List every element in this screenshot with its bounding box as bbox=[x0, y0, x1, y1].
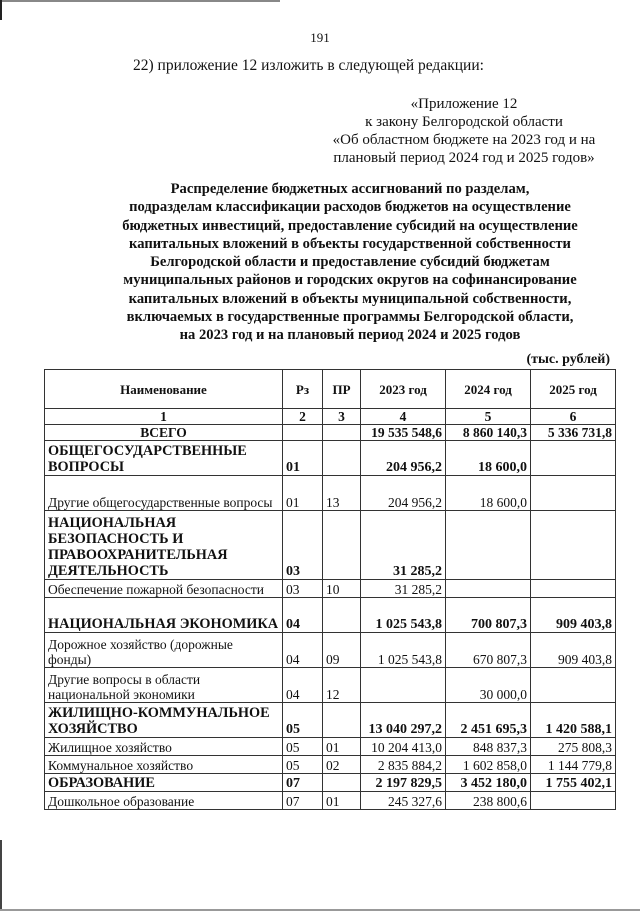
row-rz: 07 bbox=[283, 774, 323, 792]
column-number: 5 bbox=[446, 409, 531, 425]
row-pr bbox=[323, 511, 361, 580]
row-2023: 2 835 884,2 bbox=[361, 756, 446, 774]
page-number: 191 bbox=[310, 30, 330, 45]
section-row bbox=[45, 511, 616, 580]
row-pr bbox=[323, 441, 361, 476]
row-2024 bbox=[446, 511, 531, 580]
title-line: Белгородской области и предоставление субсидий бюджетам bbox=[150, 254, 550, 271]
row-rz: 05 bbox=[283, 756, 323, 774]
row-2023 bbox=[361, 668, 446, 703]
row-rz: 04 bbox=[283, 633, 323, 668]
subsection-row bbox=[45, 756, 616, 774]
header-2023: 2023 год bbox=[361, 370, 446, 409]
row-pr: 09 bbox=[323, 633, 361, 668]
scan-edge-left-lower bbox=[0, 840, 2, 911]
row-2023: 31 285,2 bbox=[361, 580, 446, 598]
amendment-intro: 22) приложение 12 изложить в следующей редакции: bbox=[133, 57, 484, 74]
row-rz: 03 bbox=[283, 580, 323, 598]
document-title bbox=[90, 180, 610, 345]
row-pr: 01 bbox=[323, 792, 361, 810]
row-2024: 848 837,3 bbox=[446, 738, 531, 756]
total-2025: 5 336 731,8 bbox=[531, 425, 616, 441]
total-rz bbox=[283, 425, 323, 441]
row-pr: 12 bbox=[323, 668, 361, 703]
row-pr: 13 bbox=[323, 476, 361, 511]
title-line: Распределение бюджетных ассигнований по разделам, bbox=[170, 181, 530, 197]
column-number: 3 bbox=[323, 409, 361, 425]
row-rz: 01 bbox=[283, 476, 323, 511]
row-2025: 1 144 779,8 bbox=[531, 756, 616, 774]
column-number: 2 bbox=[283, 409, 323, 425]
section-row bbox=[45, 598, 616, 633]
row-2023: 2 197 829,5 bbox=[361, 774, 446, 792]
units-label: (тыс. рублей) bbox=[526, 352, 610, 367]
row-2024: 670 807,3 bbox=[446, 633, 531, 668]
row-name: ОБРАЗОВАНИЕ bbox=[45, 774, 283, 792]
row-pr: 01 bbox=[323, 738, 361, 756]
section-row bbox=[45, 703, 616, 738]
row-2024: 18 600,0 bbox=[446, 441, 531, 476]
row-2025: 275 808,3 bbox=[531, 738, 616, 756]
title-line: включаемых в государственные программы Белгородской области, bbox=[126, 309, 574, 326]
header-rz: Рз bbox=[283, 370, 323, 409]
row-2024: 238 800,6 bbox=[446, 792, 531, 810]
row-name: Коммунальное хозяйство bbox=[45, 756, 283, 774]
total-2024: 8 860 140,3 bbox=[446, 425, 531, 441]
row-name: Дошкольное образование bbox=[45, 792, 283, 810]
row-rz: 05 bbox=[283, 738, 323, 756]
row-2025: 909 403,8 bbox=[531, 598, 616, 633]
row-2024: 2 451 695,3 bbox=[446, 703, 531, 738]
row-pr: 10 bbox=[323, 580, 361, 598]
row-pr: 02 bbox=[323, 756, 361, 774]
title-line: капитальных вложений в объекты государственной собственности bbox=[129, 235, 571, 252]
row-2025: 1 755 402,1 bbox=[531, 774, 616, 792]
row-name: Другие вопросы в области национальной экономики bbox=[45, 668, 283, 703]
subsection-row bbox=[45, 792, 616, 810]
row-2024: 700 807,3 bbox=[446, 598, 531, 633]
row-name: Другие общегосударственные вопросы bbox=[45, 476, 283, 511]
row-rz: 04 bbox=[283, 598, 323, 633]
total-pr bbox=[323, 425, 361, 441]
row-2023: 10 204 413,0 bbox=[361, 738, 446, 756]
total-label: ВСЕГО bbox=[45, 425, 283, 441]
row-2025 bbox=[531, 441, 616, 476]
row-rz: 05 bbox=[283, 703, 323, 738]
header-pr: ПР bbox=[323, 370, 361, 409]
header-row bbox=[45, 370, 616, 409]
title-line: муниципальных районов и городских округов на софинансирование bbox=[123, 272, 577, 289]
row-name: ОБЩЕГОСУДАРСТВЕННЫЕ ВОПРОСЫ bbox=[45, 441, 283, 476]
header-2024: 2024 год bbox=[446, 370, 531, 409]
subsection-row bbox=[45, 476, 616, 511]
row-name: НАЦИОНАЛЬНАЯ ЭКОНОМИКА bbox=[45, 598, 283, 633]
title-line: капитальных вложений в объекты муниципальной собственности, bbox=[128, 290, 572, 307]
row-rz: 04 bbox=[283, 668, 323, 703]
row-2024: 18 600,0 bbox=[446, 476, 531, 511]
title-line: на 2023 год и на плановый период 2024 и 2025 годов bbox=[179, 327, 521, 344]
column-number: 6 bbox=[531, 409, 616, 425]
row-rz: 07 bbox=[283, 792, 323, 810]
row-2024: 3 452 180,0 bbox=[446, 774, 531, 792]
appendix-ref-line: плановый период 2024 год и 2025 годов» bbox=[333, 150, 595, 166]
row-2025 bbox=[531, 580, 616, 598]
row-pr bbox=[323, 598, 361, 633]
row-2025 bbox=[531, 476, 616, 511]
column-number: 1 bbox=[45, 409, 283, 425]
appendix-ref-line: «Об областном бюджете на 2023 год и на bbox=[332, 132, 596, 148]
scan-edge-top bbox=[0, 0, 280, 2]
section-row bbox=[45, 774, 616, 792]
row-name: Жилищное хозяйство bbox=[45, 738, 283, 756]
row-2023: 245 327,6 bbox=[361, 792, 446, 810]
row-2023: 13 040 297,2 bbox=[361, 703, 446, 738]
row-name: НАЦИОНАЛЬНАЯ БЕЗОПАСНОСТЬ И ПРАВООХРАНИТЕЛЬНАЯ ДЕЯТЕЛЬНОСТЬ bbox=[45, 511, 283, 580]
subsection-row bbox=[45, 668, 616, 703]
header-name: Наименование bbox=[45, 370, 283, 409]
subsection-row bbox=[45, 580, 616, 598]
row-rz: 03 bbox=[283, 511, 323, 580]
total-2023: 19 535 548,6 bbox=[361, 425, 446, 441]
row-2025 bbox=[531, 511, 616, 580]
row-2023: 1 025 543,8 bbox=[361, 598, 446, 633]
row-name: Дорожное хозяйство (дорожные фонды) bbox=[45, 633, 283, 668]
row-2024 bbox=[446, 580, 531, 598]
row-2024: 30 000,0 bbox=[446, 668, 531, 703]
appendix-ref-line: «Приложение 12 bbox=[410, 96, 518, 112]
row-name: Обеспечение пожарной безопасности bbox=[45, 580, 283, 598]
total-row bbox=[45, 425, 616, 441]
title-line: бюджетных инвестиций, предоставление субсидий на осуществление bbox=[122, 217, 578, 234]
row-pr bbox=[323, 774, 361, 792]
appendix-reference bbox=[320, 95, 608, 167]
subsection-row bbox=[45, 738, 616, 756]
subsection-row bbox=[45, 633, 616, 668]
row-name: ЖИЛИЩНО-КОММУНАЛЬНОЕ ХОЗЯЙСТВО bbox=[45, 703, 283, 738]
row-2023: 204 956,2 bbox=[361, 441, 446, 476]
row-pr bbox=[323, 703, 361, 738]
row-2023: 204 956,2 bbox=[361, 476, 446, 511]
title-line: подразделам классификации расходов бюджетов на осуществление bbox=[129, 199, 571, 216]
row-rz: 01 bbox=[283, 441, 323, 476]
row-2025 bbox=[531, 668, 616, 703]
scan-edge-left bbox=[0, 0, 2, 20]
row-2025: 1 420 588,1 bbox=[531, 703, 616, 738]
section-row bbox=[45, 441, 616, 476]
column-number: 4 bbox=[361, 409, 446, 425]
row-2024: 1 602 858,0 bbox=[446, 756, 531, 774]
row-2025: 909 403,8 bbox=[531, 633, 616, 668]
appendix-ref-line: к закону Белгородской области bbox=[365, 114, 563, 130]
budget-table bbox=[44, 369, 616, 810]
row-2023: 31 285,2 bbox=[361, 511, 446, 580]
row-2025 bbox=[531, 792, 616, 810]
header-2025: 2025 год bbox=[531, 370, 616, 409]
row-2023: 1 025 543,8 bbox=[361, 633, 446, 668]
column-number-row bbox=[45, 409, 616, 425]
